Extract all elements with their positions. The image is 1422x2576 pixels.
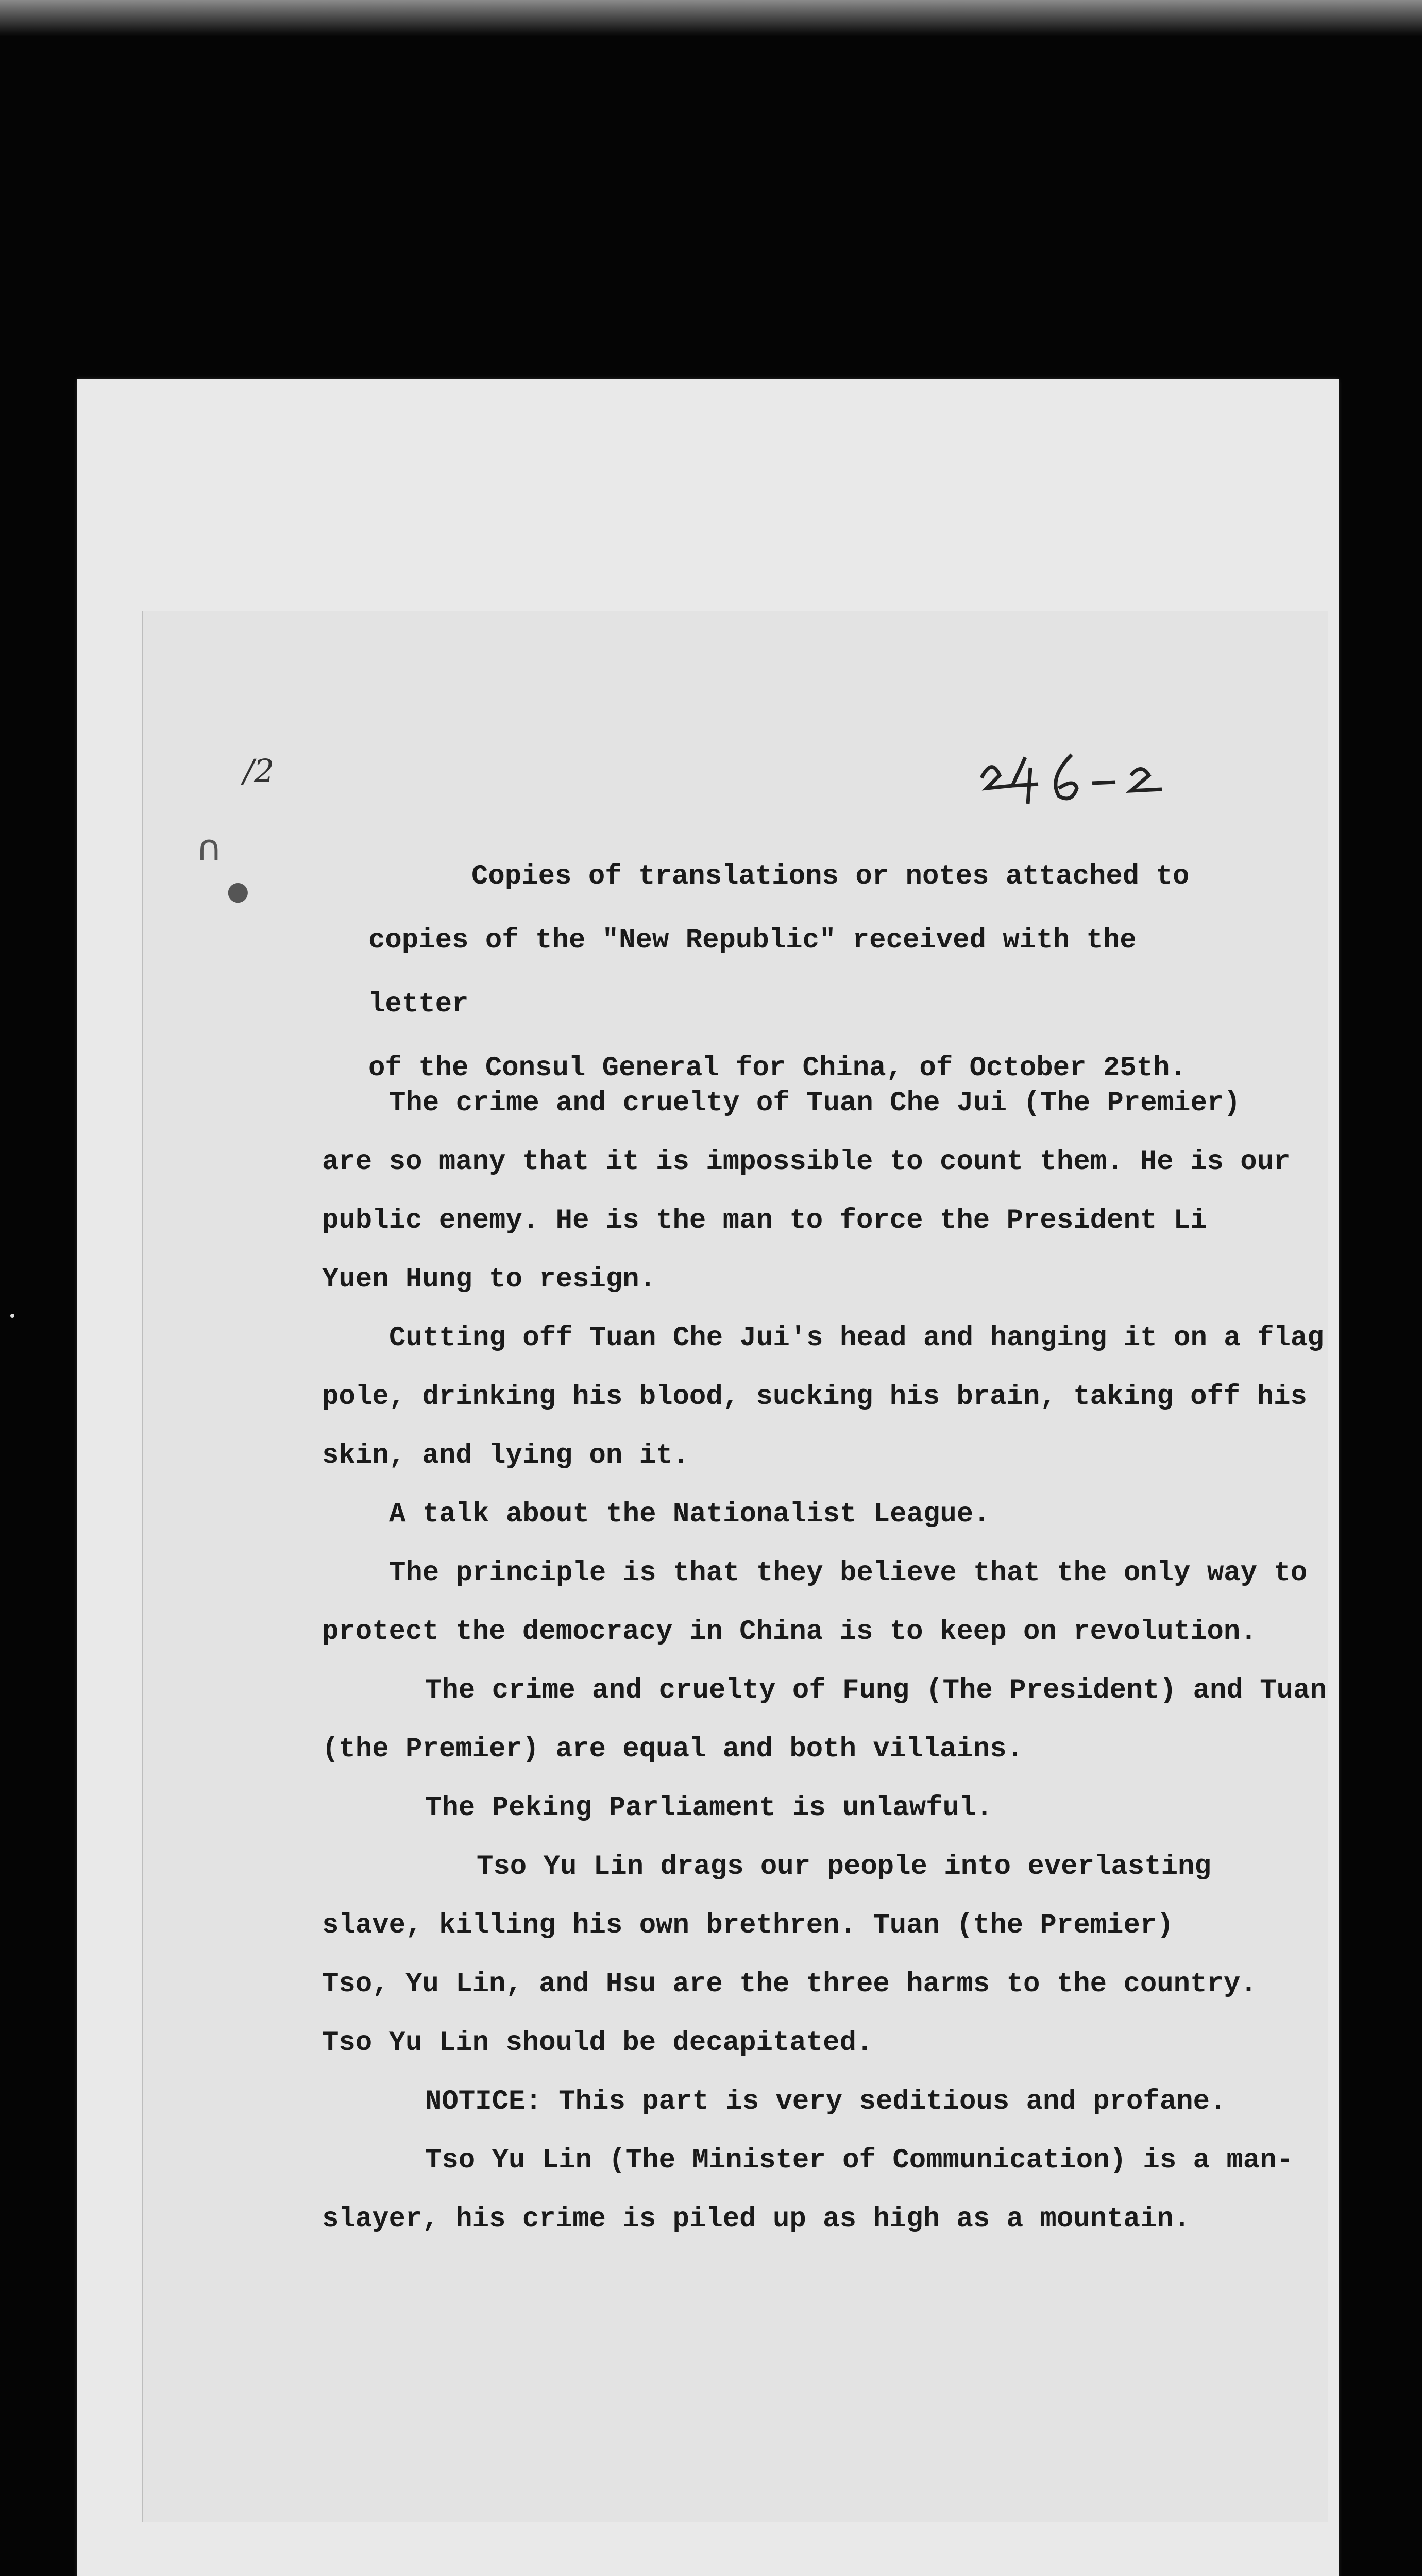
film-edge [0,0,1422,36]
body-line: Tso Yu Lin should be decapitated. [322,2027,873,2059]
punch-mark-icon: ∩ [196,827,223,869]
document-body [322,1074,1327,2249]
body-line: slayer, his crime is piled up as high as a mountain. [322,2204,1191,2235]
handwritten-file-number [976,747,1193,809]
body-line: Tso Yu Lin drags our people into everlasting [477,1851,1211,1883]
body-line: A talk about the Nationalist League. [389,1499,990,1530]
handwritten-file-number-drawing [976,747,1193,809]
body-line: The crime and cruelty of Tuan Che Jui (The Premier) [389,1088,1241,1119]
heading-line: Copies of translations or notes attached to [471,861,1190,892]
body-line: slave, killing his own brethren. Tuan (the Premier) [322,1910,1174,1941]
body-line: are so many that it is impossible to count them. He is our [322,1146,1291,1178]
body-line: (the Premier) are equal and both villains. [322,1734,1024,1765]
body-line: Tso Yu Lin (The Minister of Communication) is a man- [425,2145,1294,2176]
punch-mark-icon: ● [227,876,249,906]
body-line: protect the democracy in China is to keep on revolution. [322,1616,1257,1648]
body-line: The Peking Parliament is unlawful. [425,1792,993,1824]
body-line: Yuen Hung to resign. [322,1264,656,1295]
document-heading [368,845,1244,1100]
body-line: The principle is that they believe that the only way to [389,1557,1308,1589]
body-line: pole, drinking his blood, sucking his brain, taking off his [322,1381,1307,1413]
body-line: NOTICE: This part is very seditious and profane. [425,2086,1227,2117]
body-line: The crime and cruelty of Fung (The President) and Tuan [425,1675,1327,1706]
film-speck [10,1314,14,1318]
body-line: skin, and lying on it. [322,1440,689,1471]
body-line: Tso, Yu Lin, and Hsu are the three harms to the country. [322,1969,1257,2000]
body-line: Cutting off Tuan Che Jui's head and hanging it on a flag [389,1323,1324,1354]
body-line: public enemy. He is the man to force the President Li [322,1205,1207,1236]
heading-line: of the Consul General for China, of October 25th. [368,1053,1187,1084]
margin-mark: /2 [243,752,275,790]
heading-line: copies of the "New Republic" received with the letter [368,925,1137,1020]
